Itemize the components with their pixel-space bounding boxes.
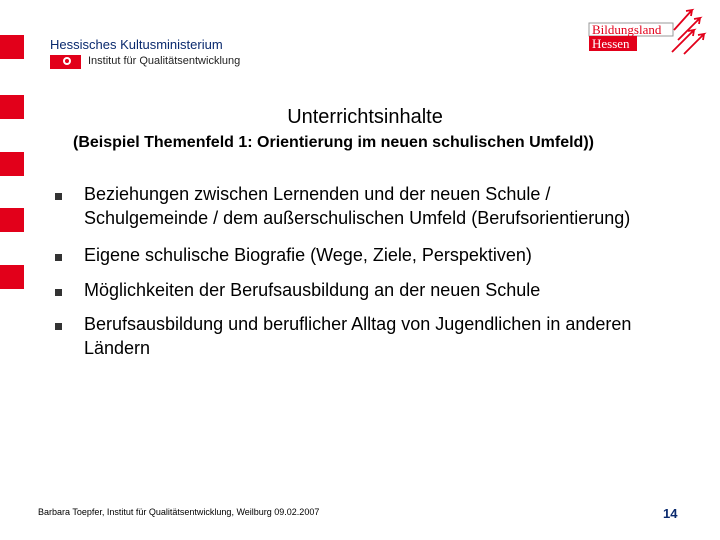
footer-credit: Barbara Toepfer, Institut für Qualitätsentwicklung, Weilburg 09.02.2007 (38, 507, 320, 517)
bullet-square-icon (55, 289, 62, 296)
bildungsland-hessen-logo (588, 2, 708, 62)
institute-name: Institut für Qualitätsentwicklung (88, 55, 241, 67)
bullet-item (55, 244, 655, 268)
bullet-text: Beziehungen zwischen Lernenden und der neuen Schule / Schulgemeinde / dem außerschulischen Umfeld (Berufsorientierung) (84, 184, 631, 228)
slide-subtitle: (Beispiel Themenfeld 1: Orientierung im neuen schulischen Umfeld)) (73, 134, 594, 151)
bullet-list (55, 183, 655, 371)
decor-square (0, 208, 24, 232)
bullet-item (55, 313, 655, 360)
decor-square (0, 152, 24, 176)
iq-logo (50, 55, 81, 69)
bullet-square-icon (55, 254, 62, 261)
decor-square (0, 35, 24, 59)
bullet-text: Möglichkeiten der Berufsausbildung an der neuen Schule (84, 279, 541, 300)
gear-icon (63, 57, 71, 65)
bullet-text: Eigene schulische Biografie (Wege, Ziele, Perspektiven) (84, 245, 532, 265)
bullet-text: Berufsausbildung und beruflicher Alltag von Jugendlichen in anderen Ländern (84, 314, 632, 358)
page-number: 14 (663, 506, 678, 521)
ministry-name: Hessisches Kultusministerium (50, 37, 223, 52)
bullet-item (55, 279, 655, 303)
slide-title: Unterrichtsinhalte (287, 106, 443, 128)
brand-line2: Hessen (592, 36, 630, 51)
bullet-item (55, 183, 655, 230)
decor-square (0, 265, 24, 289)
bullet-square-icon (55, 323, 62, 330)
bullet-square-icon (55, 193, 62, 200)
brand-line1: Bildungsland (592, 22, 662, 37)
